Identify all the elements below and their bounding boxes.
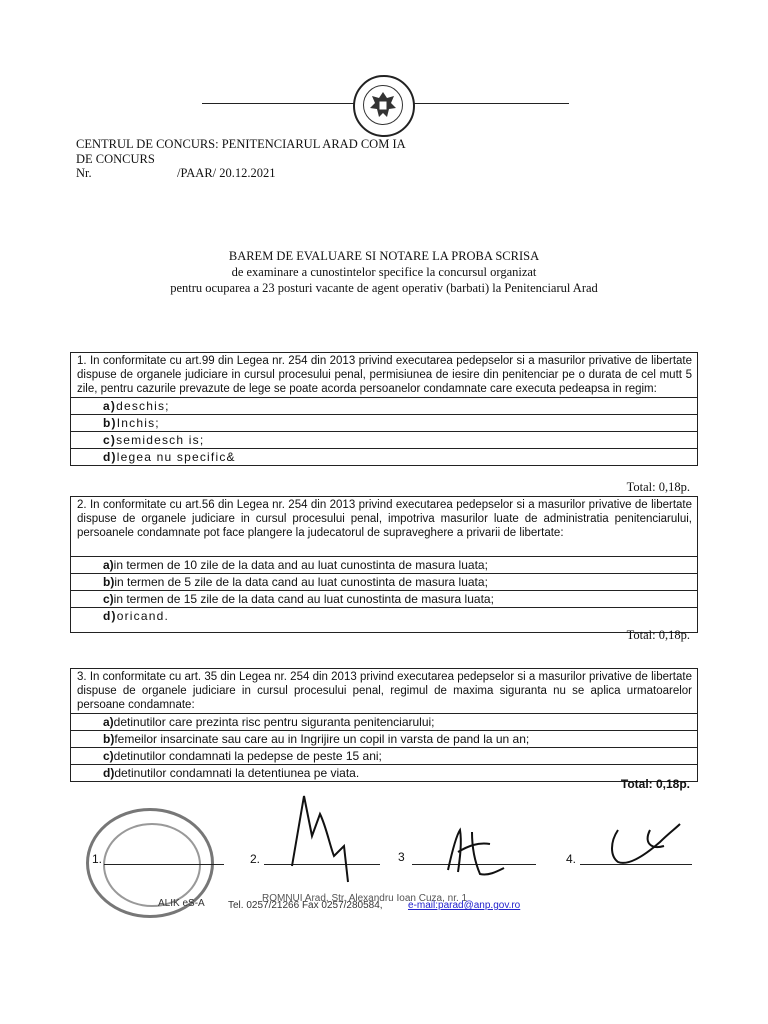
question-total-2: Total: 0,18p. [626,628,690,642]
question-total-1: Total: 0,18p. [626,480,690,494]
answer-option [71,714,697,731]
footer-email-link[interactable]: e-mail:parad@anp.gov.ro [408,900,521,911]
option-text: semidesch is; [116,433,205,447]
footer-address: ROMNUI Arad, Str. Alexandru Ioan Cuza, nr. 1 [262,893,468,904]
option-text: detinutilor care prezinta risc pentru siguranta penitenciarului; [113,715,435,729]
signature-number-4: 4. [566,852,577,866]
option-letter: b) [103,416,117,430]
question-box-1 [70,352,698,466]
question-text: 1. In conformitate cu art.99 din Legea nr. 254 din 2013 privind executarea pedepselor si a masurilor privative de libertate dispuse de organele judiciare in cursul procesului penal, permisiunea de iesire din penitenciar pe o durata de cel mutt 5 zile, pentru cazurile prevazute de lege se poate acorda persoanelor condamnate care executa pedeapsa in regim: [71,353,697,398]
signature-number-3: 3 [398,850,405,864]
answer-option [71,574,697,591]
option-letter: a) [103,715,114,729]
option-text: oricand. [116,609,170,623]
document-number-label: Nr. [76,166,92,180]
answer-option [71,398,697,415]
signature-number-2: 2. [250,852,261,866]
option-letter: d) [103,450,117,464]
document-number-value: /PAAR/ 20.12.2021 [177,166,276,180]
answer-option [71,432,697,449]
footer-phone: Tel. 0257/21266 Fax 0257/280584, [228,900,383,911]
option-letter: a) [103,399,117,413]
option-text: Inchis; [116,416,160,430]
answer-option [71,731,697,748]
question-total-3: Total: 0,18p. [620,777,690,791]
option-letter: c) [103,592,114,606]
letterhead-rule-right [411,103,569,104]
coat-of-arms-emblem [353,75,415,137]
option-letter: b) [103,575,115,589]
answer-option [71,415,697,432]
exam-center-line-2: DE CONCURS [76,152,155,166]
coat-of-arms-inner [363,85,403,125]
option-text: femeilor insarcinate sau care au in Ingrijire un copil in varsta de pand la un an; [114,732,530,746]
option-letter: b) [103,732,115,746]
option-letter: d) [103,609,117,623]
option-text: in termen de 15 zile de la data cand au luat cunostinta de masura luata; [113,592,494,606]
signature-number-1: 1. [92,852,103,866]
option-letter: c) [103,433,117,447]
option-text: detinutilor condamnati la detentiunea pe viata. [114,766,360,780]
option-text: detinutilor condamnati la pedepse de peste 15 ani; [113,749,382,763]
stamp-inner-ring [103,823,201,907]
handwritten-signature-3 [438,822,508,882]
option-text: in termen de 10 zile de la data and au luat cunostinta de masura luata; [113,558,488,572]
document-subtitle-2: pentru ocuparea a 23 posturi vacante de agent operativ (barbati) la Penitenciarul Arad [170,281,598,295]
document-title: BAREM DE EVALUARE SI NOTARE LA PROBA SCRISA [228,249,540,263]
answer-option [71,449,697,465]
question-text: 3. In conformitate cu art. 35 din Legea nr. 254 din 2013 privind executarea pedepselor si a masurilor privative de libertate dispuse de organele judiciare in cursul procesului penal, regimul de maxima siguranta nu se aplica urmatoarelor persoane condamnate: [71,669,697,714]
answer-option [71,765,697,781]
option-text: deschis; [116,399,170,413]
answer-option [71,608,697,632]
question-text: 2. In conformitate cu art.56 din Legea nr. 254 din 2013 privind executarea pedepselor si a masurilor privative de libertate dispuse de organele judiciare in cursul procesului penal, impotriva masurilor luate de administratia penitenciarului, persoanele condamnate pot face plangere la judecatorul de supraveghere a privarii de libertate: [71,497,697,557]
option-text: legea nu specific& [116,450,236,464]
answer-option [71,557,697,574]
option-text: in termen de 5 zile de la data cand au luat cunostinta de masura luata; [114,575,488,589]
handwritten-signature-4 [604,816,684,872]
answer-option [71,748,697,765]
letterhead-rule-left [202,103,354,104]
option-letter: d) [103,766,115,780]
option-letter: c) [103,749,114,763]
exam-center-line: CENTRUL DE CONCURS: PENITENCIARUL ARAD COM IA [76,137,406,151]
eagle-icon [364,86,402,124]
document-subtitle-1: de examinare a cunostintelor specifice la concursul organizat [231,265,537,279]
footer-left-text: ALIK eS-A [158,898,205,909]
option-letter: a) [103,558,114,572]
answer-option [71,591,697,608]
handwritten-signature-2 [286,786,366,886]
signature-line-1 [104,864,224,865]
question-box-2 [70,496,698,633]
question-box-3 [70,668,698,782]
